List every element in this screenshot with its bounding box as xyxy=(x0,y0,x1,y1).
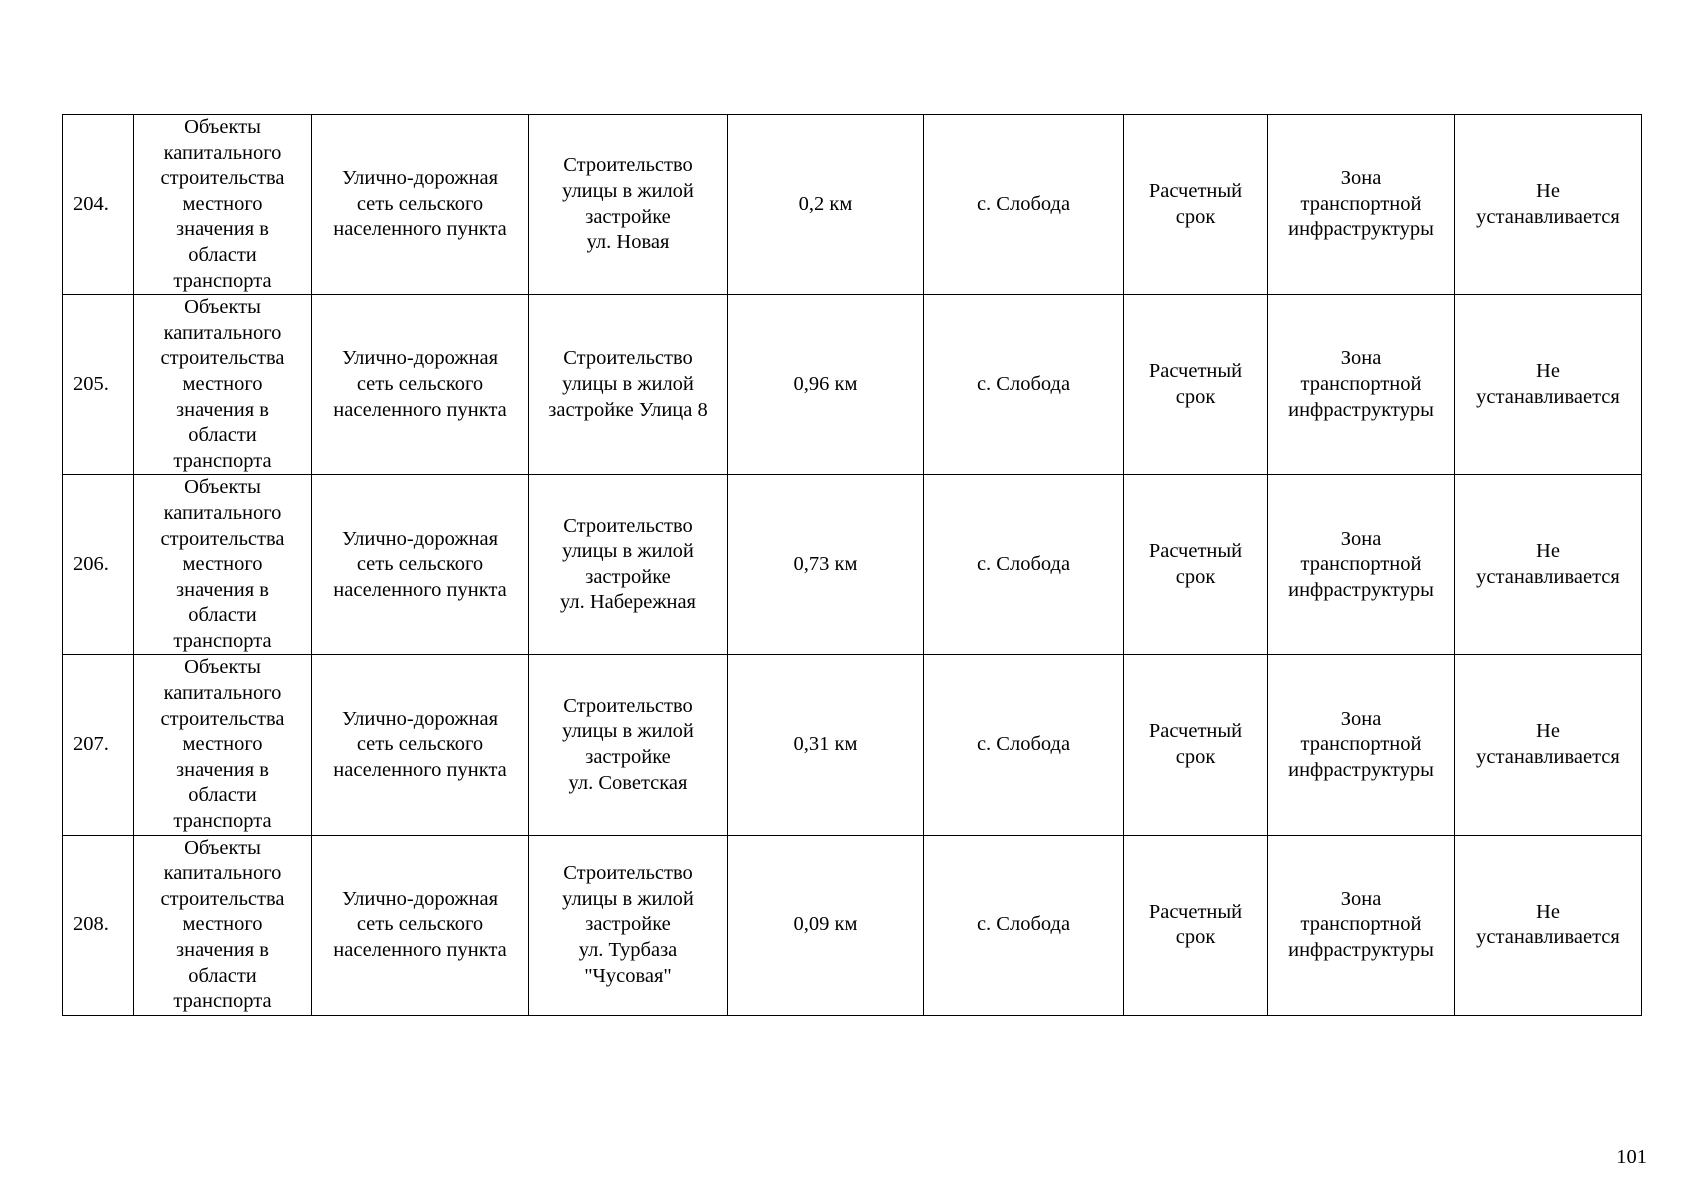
term-cell: Расчетный срок xyxy=(1124,655,1268,835)
length-cell: 0,73 км xyxy=(728,475,924,655)
category-cell: Улично-дорожная сеть сельского населенного пункта xyxy=(312,655,529,835)
category-cell: Улично-дорожная сеть сельского населенного пункта xyxy=(312,295,529,475)
row-number-cell: 205. xyxy=(63,295,134,475)
description-cell: Строительство улицы в жилой застройке ул. Советская xyxy=(529,655,728,835)
restriction-cell: Не устанавливается xyxy=(1455,655,1642,835)
object-type-cell: Объекты капитального строительства местного значения в области транспорта xyxy=(134,475,312,655)
table-row xyxy=(63,115,1642,295)
location-cell: с. Слобода xyxy=(924,115,1124,295)
zone-cell: Зона транспортной инфраструктуры xyxy=(1268,475,1455,655)
zone-cell: Зона транспортной инфраструктуры xyxy=(1268,115,1455,295)
description-cell: Строительство улицы в жилой застройке ул. Набережная xyxy=(529,475,728,655)
planning-objects-table xyxy=(62,114,1642,1016)
zone-cell: Зона транспортной инфраструктуры xyxy=(1268,295,1455,475)
length-cell: 0,09 км xyxy=(728,835,924,1015)
object-type-cell: Объекты капитального строительства местного значения в области транспорта xyxy=(134,835,312,1015)
location-cell: с. Слобода xyxy=(924,295,1124,475)
table-row xyxy=(63,835,1642,1015)
restriction-cell: Не устанавливается xyxy=(1455,115,1642,295)
page-number: 101 xyxy=(1616,1146,1647,1168)
description-cell: Строительство улицы в жилой застройке ул. Новая xyxy=(529,115,728,295)
table-row xyxy=(63,475,1642,655)
term-cell: Расчетный срок xyxy=(1124,475,1268,655)
restriction-cell: Не устанавливается xyxy=(1455,835,1642,1015)
table-row xyxy=(63,655,1642,835)
row-number-cell: 206. xyxy=(63,475,134,655)
restriction-cell: Не устанавливается xyxy=(1455,475,1642,655)
location-cell: с. Слобода xyxy=(924,655,1124,835)
table-body xyxy=(63,115,1642,1016)
description-cell: Строительство улицы в жилой застройке Улица 8 xyxy=(529,295,728,475)
row-number-cell: 208. xyxy=(63,835,134,1015)
category-cell: Улично-дорожная сеть сельского населенного пункта xyxy=(312,475,529,655)
term-cell: Расчетный срок xyxy=(1124,115,1268,295)
row-number-cell: 204. xyxy=(63,115,134,295)
object-type-cell: Объекты капитального строительства местного значения в области транспорта xyxy=(134,115,312,295)
zone-cell: Зона транспортной инфраструктуры xyxy=(1268,835,1455,1015)
restriction-cell: Не устанавливается xyxy=(1455,295,1642,475)
description-cell: Строительство улицы в жилой застройке ул. Турбаза "Чусовая" xyxy=(529,835,728,1015)
term-cell: Расчетный срок xyxy=(1124,295,1268,475)
length-cell: 0,31 км xyxy=(728,655,924,835)
object-type-cell: Объекты капитального строительства местного значения в области транспорта xyxy=(134,295,312,475)
length-cell: 0,96 км xyxy=(728,295,924,475)
category-cell: Улично-дорожная сеть сельского населенного пункта xyxy=(312,115,529,295)
category-cell: Улично-дорожная сеть сельского населенного пункта xyxy=(312,835,529,1015)
length-cell: 0,2 км xyxy=(728,115,924,295)
row-number-cell: 207. xyxy=(63,655,134,835)
object-type-cell: Объекты капитального строительства местного значения в области транспорта xyxy=(134,655,312,835)
location-cell: с. Слобода xyxy=(924,835,1124,1015)
table-row xyxy=(63,295,1642,475)
zone-cell: Зона транспортной инфраструктуры xyxy=(1268,655,1455,835)
location-cell: с. Слобода xyxy=(924,475,1124,655)
term-cell: Расчетный срок xyxy=(1124,835,1268,1015)
